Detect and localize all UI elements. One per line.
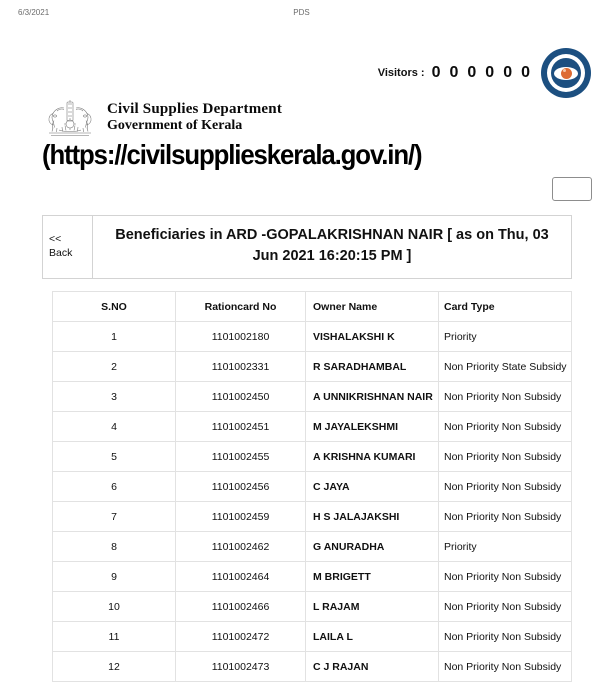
cell-rationcard: 1101002450 bbox=[176, 382, 306, 412]
cell-sno: 8 bbox=[53, 532, 176, 562]
eye-outer-ring bbox=[547, 54, 585, 92]
visitor-digit-4: 0 bbox=[503, 64, 513, 81]
table-row bbox=[53, 352, 572, 382]
cell-owner: R SARADHAMBAL bbox=[306, 352, 439, 382]
cell-sno: 5 bbox=[53, 442, 176, 472]
table-row bbox=[53, 472, 572, 502]
cell-cardtype: Non Priority Non Subsidy bbox=[439, 652, 572, 682]
site-url: (https://civilsupplieskerala.gov.in/) bbox=[42, 139, 422, 170]
cell-sno: 1 bbox=[53, 322, 176, 352]
broken-image-placeholder[interactable] bbox=[552, 177, 592, 201]
cell-sno: 12 bbox=[53, 652, 176, 682]
page-title-bar bbox=[42, 215, 572, 279]
visitor-digit-3: 0 bbox=[485, 64, 495, 81]
cell-rationcard: 1101002455 bbox=[176, 442, 306, 472]
cell-owner: C JAYA bbox=[306, 472, 439, 502]
cell-owner: G ANURADHA bbox=[306, 532, 439, 562]
cell-cardtype: Non Priority Non Subsidy bbox=[439, 622, 572, 652]
print-date: 6/3/2021 bbox=[18, 8, 50, 17]
back-button-label: Back bbox=[49, 247, 73, 260]
visitor-counter bbox=[378, 48, 591, 98]
cell-sno: 9 bbox=[53, 562, 176, 592]
cell-owner: VISHALAKSHI K bbox=[306, 322, 439, 352]
cell-cardtype: Non Priority Non Subsidy bbox=[439, 382, 572, 412]
table-row bbox=[53, 562, 572, 592]
table-row bbox=[53, 652, 572, 682]
department-name: Civil Supplies Department bbox=[107, 101, 283, 117]
cell-owner: A KRISHNA KUMARI bbox=[306, 442, 439, 472]
table-row bbox=[53, 592, 572, 622]
cell-owner: H S JALAJAKSHI bbox=[306, 502, 439, 532]
column-header-owner: Owner Name bbox=[306, 292, 439, 322]
cell-rationcard: 1101002473 bbox=[176, 652, 306, 682]
cell-sno: 4 bbox=[53, 412, 176, 442]
table-row bbox=[53, 382, 572, 412]
eye-sclera bbox=[554, 67, 578, 80]
eye-iris bbox=[561, 68, 572, 79]
cell-cardtype: Priority bbox=[439, 532, 572, 562]
back-chevron-icon: << bbox=[49, 232, 62, 245]
cell-owner: M BRIGETT bbox=[306, 562, 439, 592]
visitor-digit-2: 0 bbox=[467, 64, 477, 81]
beneficiaries-table bbox=[52, 291, 572, 682]
cell-rationcard: 1101002451 bbox=[176, 412, 306, 442]
cell-rationcard: 1101002180 bbox=[176, 322, 306, 352]
table-header-row bbox=[53, 292, 572, 322]
cell-cardtype: Non Priority Non Subsidy bbox=[439, 592, 572, 622]
cell-rationcard: 1101002466 bbox=[176, 592, 306, 622]
table-row bbox=[53, 442, 572, 472]
eye-logo-icon bbox=[541, 48, 591, 98]
cell-rationcard: 1101002459 bbox=[176, 502, 306, 532]
table-row bbox=[53, 622, 572, 652]
kerala-state-emblem-icon bbox=[42, 98, 98, 140]
cell-owner: C J RAJAN bbox=[306, 652, 439, 682]
table-row bbox=[53, 412, 572, 442]
page-title: Beneficiaries in ARD -GOPALAKRISHNAN NAIR [ as on Thu, 03 Jun 2021 16:20:15 PM ] bbox=[93, 216, 572, 279]
browser-print-header bbox=[0, 8, 603, 22]
cell-cardtype: Priority bbox=[439, 322, 572, 352]
table-row bbox=[53, 532, 572, 562]
eye-inner-disc bbox=[551, 58, 581, 88]
table-row bbox=[53, 322, 572, 352]
column-header-rationcard: Rationcard No bbox=[176, 292, 306, 322]
cell-sno: 11 bbox=[53, 622, 176, 652]
back-button[interactable] bbox=[43, 216, 93, 279]
cell-cardtype: Non Priority State Subsidy bbox=[439, 352, 572, 382]
cell-owner: A UNNIKRISHNAN NAIR bbox=[306, 382, 439, 412]
government-name: Government of Kerala bbox=[107, 118, 243, 134]
cell-cardtype: Non Priority Non Subsidy bbox=[439, 442, 572, 472]
cell-rationcard: 1101002472 bbox=[176, 622, 306, 652]
cell-cardtype: Non Priority Non Subsidy bbox=[439, 472, 572, 502]
column-header-sno: S.NO bbox=[53, 292, 176, 322]
cell-sno: 2 bbox=[53, 352, 176, 382]
table-row bbox=[53, 502, 572, 532]
site-brand-header bbox=[42, 98, 562, 171]
visitor-digit-group bbox=[432, 65, 530, 81]
cell-owner: L RAJAM bbox=[306, 592, 439, 622]
cell-rationcard: 1101002456 bbox=[176, 472, 306, 502]
cell-sno: 6 bbox=[53, 472, 176, 502]
column-header-cardtype: Card Type bbox=[439, 292, 572, 322]
visitors-label: Visitors : bbox=[377, 67, 425, 79]
cell-owner: M JAYALEKSHMI bbox=[306, 412, 439, 442]
visitor-digit-5: 0 bbox=[521, 64, 530, 81]
cell-sno: 7 bbox=[53, 502, 176, 532]
cell-sno: 10 bbox=[53, 592, 176, 622]
cell-rationcard: 1101002464 bbox=[176, 562, 306, 592]
print-page-title: PDS bbox=[293, 8, 310, 17]
cell-sno: 3 bbox=[53, 382, 176, 412]
visitor-digit-1: 0 bbox=[449, 64, 459, 81]
cell-cardtype: Non Priority Non Subsidy bbox=[439, 562, 572, 592]
cell-rationcard: 1101002331 bbox=[176, 352, 306, 382]
cell-cardtype: Non Priority Non Subsidy bbox=[439, 412, 572, 442]
cell-rationcard: 1101002462 bbox=[176, 532, 306, 562]
cell-owner: LAILA L bbox=[306, 622, 439, 652]
visitor-digit-0: 0 bbox=[431, 64, 441, 81]
cell-cardtype: Non Priority Non Subsidy bbox=[439, 502, 572, 532]
